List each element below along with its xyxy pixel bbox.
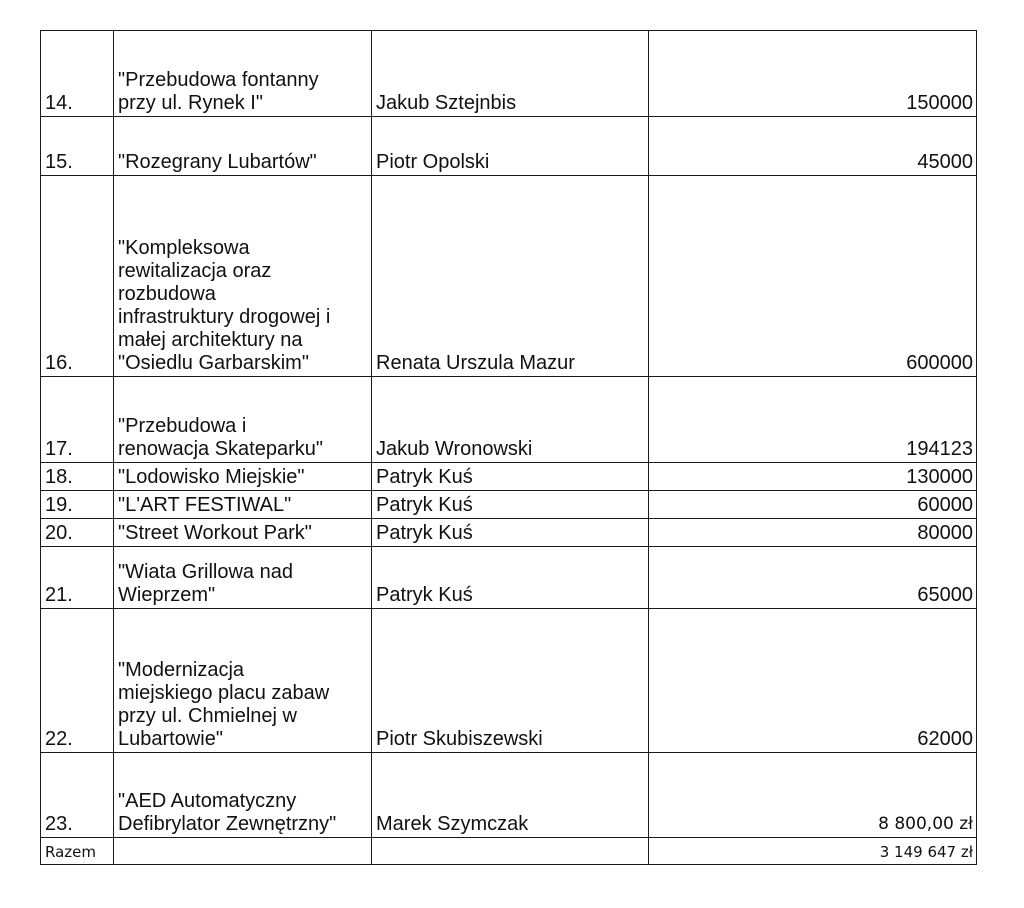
row-number: 19. [41, 491, 114, 519]
project-amount: 194123 [649, 377, 977, 463]
project-title: "Modernizacja miejskiego placu zabaw przy ul. Chmielnej w Lubartowie" [114, 609, 372, 753]
row-number: 16. [41, 176, 114, 377]
total-label: Razem [41, 838, 114, 865]
project-author: Patryk Kuś [372, 547, 649, 609]
project-title: "Przebudowa fontanny przy ul. Rynek I" [114, 31, 372, 117]
project-amount: 150000 [649, 31, 977, 117]
total-amount: 3 149 647 zł [649, 838, 977, 865]
project-author: Patryk Kuś [372, 491, 649, 519]
row-number: 23. [41, 753, 114, 838]
row-number: 20. [41, 519, 114, 547]
project-amount: 8 800,00 zł [649, 753, 977, 838]
project-author: Patryk Kuś [372, 463, 649, 491]
project-title: "Street Workout Park" [114, 519, 372, 547]
row-number: 21. [41, 547, 114, 609]
table-row [41, 117, 977, 176]
project-amount: 80000 [649, 519, 977, 547]
total-title-cell [114, 838, 372, 865]
table-row [41, 463, 977, 491]
project-title: "L'ART FESTIWAL" [114, 491, 372, 519]
project-author: Jakub Wronowski [372, 377, 649, 463]
project-amount: 62000 [649, 609, 977, 753]
project-author: Marek Szymczak [372, 753, 649, 838]
project-title: "Przebudowa i renowacja Skateparku" [114, 377, 372, 463]
table-row [41, 491, 977, 519]
row-number: 14. [41, 31, 114, 117]
project-amount: 45000 [649, 117, 977, 176]
row-number: 17. [41, 377, 114, 463]
projects-table [40, 30, 977, 865]
project-title: "Lodowisko Miejskie" [114, 463, 372, 491]
project-amount: 130000 [649, 463, 977, 491]
project-title: "Rozegrany Lubartów" [114, 117, 372, 176]
row-number: 18. [41, 463, 114, 491]
project-author: Piotr Skubiszewski [372, 609, 649, 753]
project-title: "Kompleksowa rewitalizacja oraz rozbudowa infrastruktury drogowej i małej architektury na "Osiedlu Garbarskim" [114, 176, 372, 377]
project-title: "Wiata Grillowa nad Wieprzem" [114, 547, 372, 609]
total-author-cell [372, 838, 649, 865]
project-title: "AED Automatyczny Defibrylator Zewnętrzny" [114, 753, 372, 838]
project-amount: 600000 [649, 176, 977, 377]
project-amount: 65000 [649, 547, 977, 609]
table-row [41, 547, 977, 609]
project-amount: 60000 [649, 491, 977, 519]
table-row [41, 377, 977, 463]
table-row [41, 609, 977, 753]
table-row [41, 176, 977, 377]
row-number: 15. [41, 117, 114, 176]
table-row [41, 753, 977, 838]
row-number: 22. [41, 609, 114, 753]
project-author: Renata Urszula Mazur [372, 176, 649, 377]
project-author: Patryk Kuś [372, 519, 649, 547]
project-author: Piotr Opolski [372, 117, 649, 176]
project-author: Jakub Sztejnbis [372, 31, 649, 117]
table-row [41, 519, 977, 547]
total-row [41, 838, 977, 865]
table-row [41, 31, 977, 117]
